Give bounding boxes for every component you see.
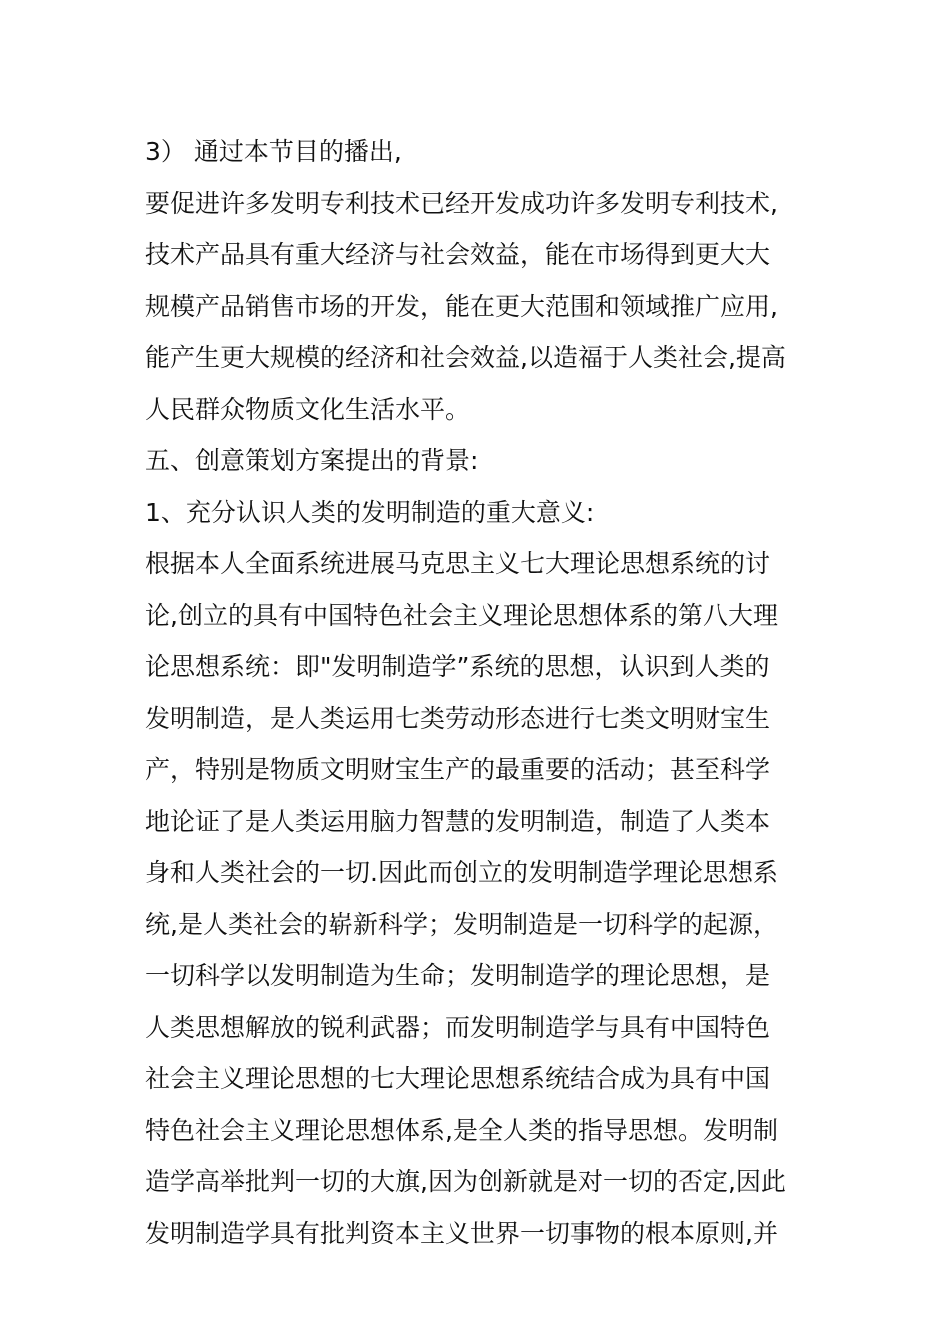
text-line: 身和人类社会的一切.因此而创立的发明制造学理论思想系 [145, 858, 778, 887]
text-line: 论,创立的具有中国特色社会主义理论思想体系的第八大理 [145, 600, 778, 630]
text-line: 规模产品销售市场的开发，能在更大范围和领域推广应用, [145, 291, 778, 321]
body-text [145, 126, 825, 1259]
text-line: 产，特别是物质文明财宝生产的最重要的活动；甚至科学 [145, 755, 771, 784]
text-line: 技术产品具有重大经济与社会效益，能在市场得到更大大 [145, 240, 771, 269]
text-line: 人民群众物质文化生活水平。 [145, 394, 471, 424]
text-line: 发明制造，是人类运用七类劳动形态进行七类文明财宝生 [145, 703, 771, 733]
text-line: 社会主义理论思想的七大理论思想系统结合成为具有中国 [145, 1064, 771, 1093]
section-heading: 五、创意策划方案提出的背景: [145, 446, 479, 475]
text-line: 根据本人全面系统进展马克思主义七大理论思想系统的讨 [145, 549, 771, 578]
subsection-heading: 1、充分认识人类的发明制造的重大意义: [145, 497, 595, 527]
text-line: 地论证了是人类运用脑力智慧的发明制造，制造了人类本 [145, 806, 771, 836]
text-line: 要促进许多发明专利技术已经开发成功许多发明专利技术, [145, 188, 778, 218]
text-line: 3） 通过本节目的播出, [145, 137, 402, 166]
text-line: 发明制造学具有批判资本主义世界一切事物的根本原则,并 [145, 1218, 778, 1248]
text-line: 造学高举批判一切的大旗,因为创新就是对一切的否定,因此 [145, 1167, 786, 1196]
text-line: 特色社会主义理论思想体系,是全人类的指导思想。发明制 [145, 1115, 778, 1145]
text-line: 论思想系统：即"发明制造学”系统的思想，认识到人类的 [145, 652, 770, 681]
text-line: 能产生更大规模的经济和社会效益,以造福于人类社会,提高 [145, 343, 786, 372]
text-line: 人类思想解放的锐利武器；而发明制造学与具有中国特色 [145, 1012, 771, 1042]
text-line: 统,是人类社会的崭新科学；发明制造是一切科学的起源， [145, 909, 778, 939]
text-line: 一切科学以发明制造为生命；发明制造学的理论思想，是 [145, 961, 771, 990]
